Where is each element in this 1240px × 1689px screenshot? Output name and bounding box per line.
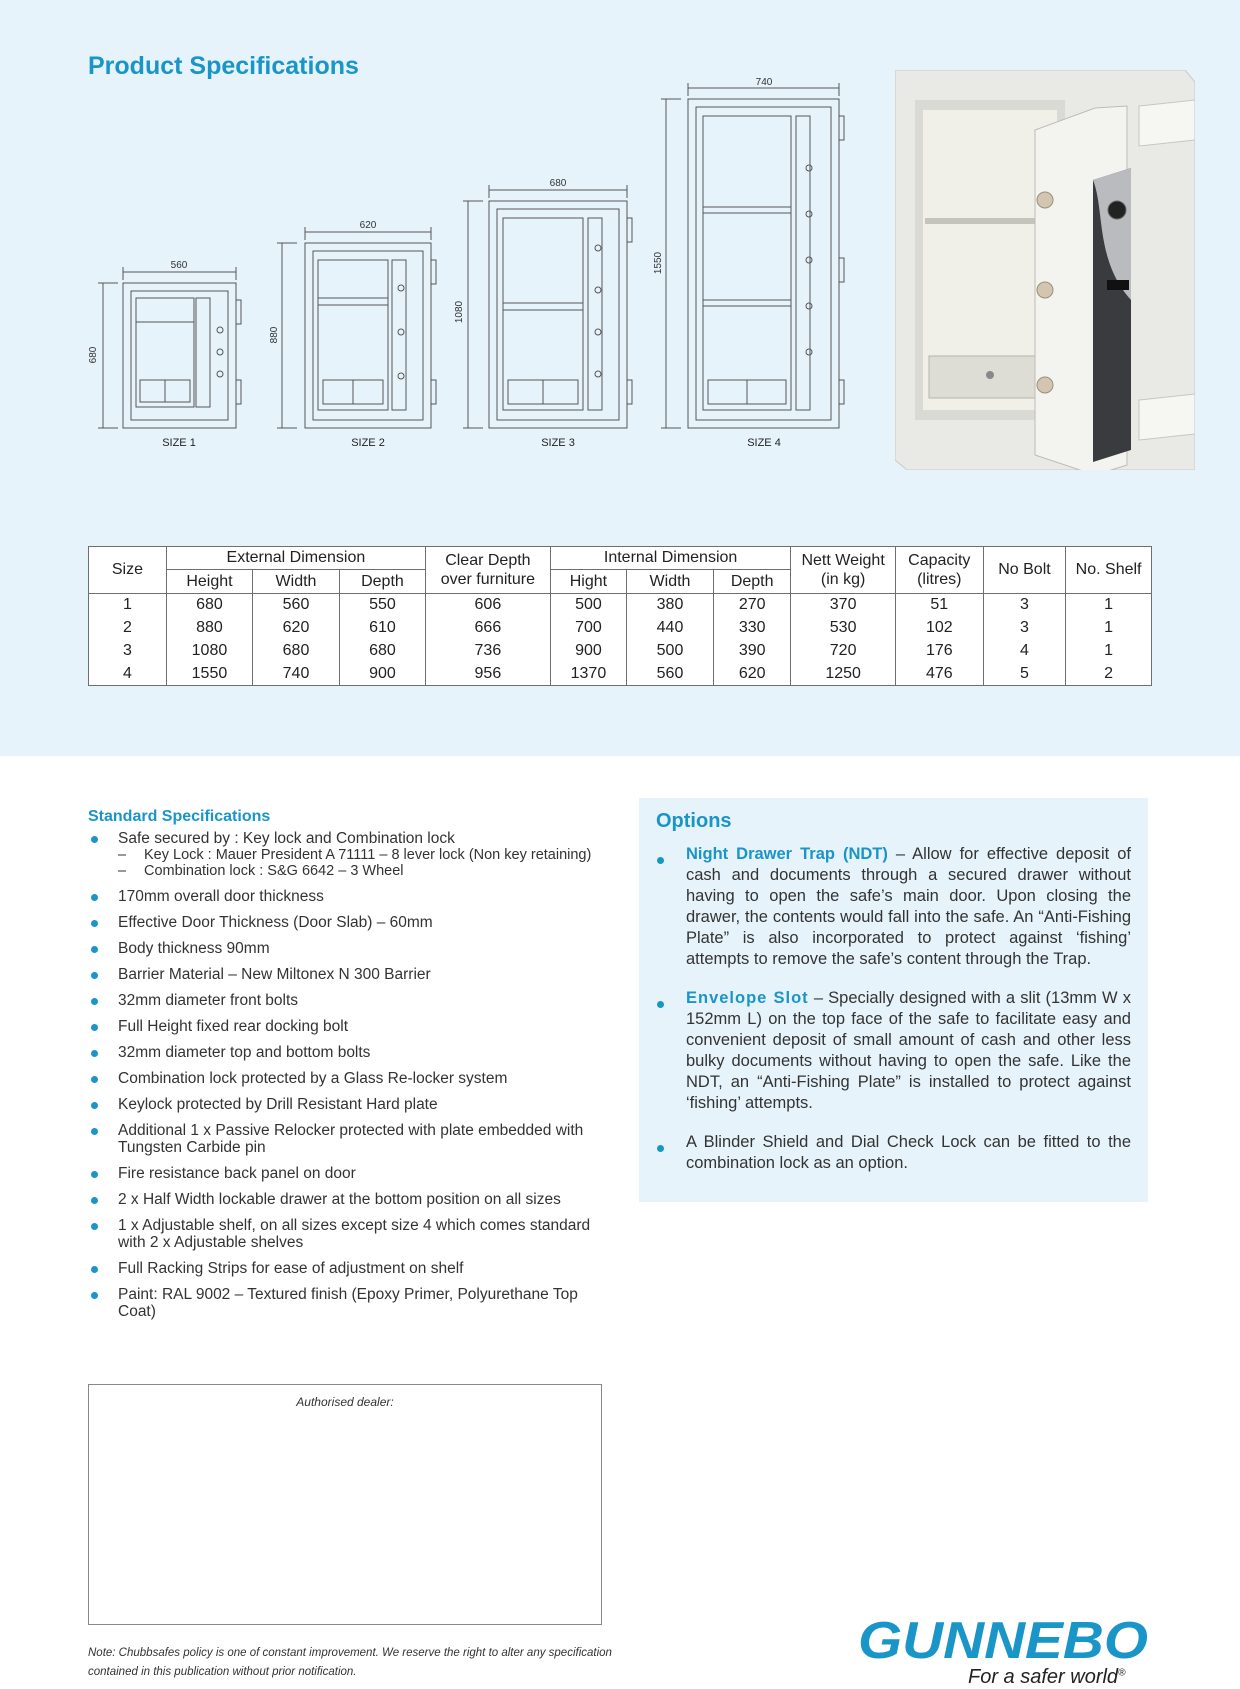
size-2-width-dim: 620 bbox=[359, 220, 377, 231]
bullet-icon bbox=[91, 1292, 98, 1299]
header-int-height: Hight bbox=[550, 570, 626, 594]
tagline-text: For a safer world bbox=[968, 1666, 1119, 1688]
bullet-icon bbox=[91, 1102, 98, 1109]
table-cell: 1 bbox=[1066, 617, 1152, 640]
list-item bbox=[88, 1018, 608, 1035]
safe-size-4-outline bbox=[661, 83, 844, 428]
table-cell: 620 bbox=[713, 663, 790, 686]
table-row bbox=[89, 594, 1152, 617]
bullet-icon bbox=[91, 894, 98, 901]
table-row bbox=[89, 663, 1152, 686]
table-cell: 390 bbox=[713, 640, 790, 663]
bullet-icon bbox=[657, 1001, 664, 1008]
options-list bbox=[656, 844, 1131, 1192]
table-cell: 4 bbox=[89, 663, 167, 686]
size-4-label: SIZE 4 bbox=[747, 437, 781, 449]
header-nett-weight: Nett Weight (in kg) bbox=[791, 547, 895, 594]
list-item-text: 32mm diameter front bolts bbox=[118, 992, 299, 1009]
list-item bbox=[88, 1286, 608, 1320]
list-item-text: Safe secured by : Key lock and Combination lock bbox=[118, 830, 455, 847]
list-item bbox=[88, 1260, 608, 1277]
bullet-icon bbox=[657, 1145, 664, 1152]
table-cell: 500 bbox=[627, 640, 714, 663]
header-ext-height: Height bbox=[166, 570, 252, 594]
list-item-text: Paint: RAL 9002 – Textured finish (Epoxy Primer, Polyurethane Top Coat) bbox=[118, 1286, 578, 1320]
bullet-icon bbox=[91, 1197, 98, 1204]
table-cell: 620 bbox=[253, 617, 340, 640]
header-capacity: Capacity (litres) bbox=[895, 547, 983, 594]
table-cell: 5 bbox=[983, 663, 1065, 686]
header-internal-dimension: Internal Dimension bbox=[550, 547, 791, 570]
table-cell: 560 bbox=[627, 663, 714, 686]
header-no-bolt: No Bolt bbox=[983, 547, 1065, 594]
bullet-icon bbox=[91, 836, 98, 843]
table-cell: 680 bbox=[166, 594, 252, 617]
list-item-text: Combination lock protected by a Glass Re-locker system bbox=[118, 1070, 508, 1087]
footer-note: Note: Chubbsafes policy is one of constant improvement. We reserve the right to alter any specification contained in this publication without prior notification. bbox=[88, 1647, 612, 1678]
bullet-icon bbox=[91, 1223, 98, 1230]
table-cell: 956 bbox=[425, 663, 550, 686]
table-cell: 476 bbox=[895, 663, 983, 686]
list-item bbox=[88, 1044, 608, 1061]
list-item-text: Barrier Material – New Miltonex N 300 Barrier bbox=[118, 966, 431, 983]
table-cell: 270 bbox=[713, 594, 790, 617]
options-panel bbox=[639, 798, 1148, 1202]
option-text: – Specially designed with a slit (13mm W x 152mm L) on the top face of the safe to facilitate easy and convenient deposit of small amount of cash and other less bulky documents without having to open the safe. Like the NDT, an “Anti-Fishing Plate” is installed to protect against ‘fishing’ attempts. bbox=[686, 989, 1131, 1112]
standard-specs-title: Standard Specifications bbox=[88, 808, 271, 825]
bullet-icon bbox=[91, 1076, 98, 1083]
table-cell: 900 bbox=[339, 663, 425, 686]
size-2-label: SIZE 2 bbox=[351, 437, 385, 449]
bullet-icon bbox=[91, 920, 98, 927]
bullet-icon bbox=[91, 1128, 98, 1135]
table-cell: 880 bbox=[166, 617, 252, 640]
table-cell: 2 bbox=[1066, 663, 1152, 686]
dash-icon: – bbox=[118, 847, 127, 863]
table-cell: 1550 bbox=[166, 663, 252, 686]
header-ext-depth: Depth bbox=[339, 570, 425, 594]
list-item bbox=[88, 914, 608, 931]
table-row bbox=[89, 640, 1152, 663]
bullet-icon bbox=[91, 1050, 98, 1057]
table-cell: 1 bbox=[89, 594, 167, 617]
table-cell: 720 bbox=[791, 640, 895, 663]
size-3-width-dim: 680 bbox=[549, 178, 567, 189]
size-3-height-dim: 1080 bbox=[454, 300, 465, 324]
list-item-text: Full Racking Strips for ease of adjustment on shelf bbox=[118, 1260, 464, 1277]
table-cell: 736 bbox=[425, 640, 550, 663]
list-item bbox=[88, 992, 608, 1009]
option-heading: Envelope Slot bbox=[686, 989, 809, 1007]
spec-table bbox=[88, 546, 1152, 686]
table-cell: 560 bbox=[253, 594, 340, 617]
bullet-icon bbox=[91, 1024, 98, 1031]
table-cell: 176 bbox=[895, 640, 983, 663]
size-1-label: SIZE 1 bbox=[162, 437, 196, 449]
safe-size-1-outline bbox=[98, 267, 241, 428]
bullet-icon bbox=[91, 972, 98, 979]
list-item-text: Additional 1 x Passive Relocker protected with plate embedded with Tungsten Carbide pin bbox=[118, 1122, 584, 1156]
safe-size-2-outline bbox=[277, 227, 436, 428]
table-cell: 4 bbox=[983, 640, 1065, 663]
table-cell: 550 bbox=[339, 594, 425, 617]
brand-tagline bbox=[968, 1666, 1125, 1689]
list-item-text: Body thickness 90mm bbox=[118, 940, 270, 957]
list-item bbox=[88, 1217, 608, 1251]
table-cell: 1 bbox=[1066, 594, 1152, 617]
list-item-text: 170mm overall door thickness bbox=[118, 888, 324, 905]
table-cell: 2 bbox=[89, 617, 167, 640]
header-int-depth: Depth bbox=[713, 570, 790, 594]
header-clear-depth: Clear Depth over furniture bbox=[425, 547, 550, 594]
list-item-text: 2 x Half Width lockable drawer at the bottom position on all sizes bbox=[118, 1191, 561, 1208]
table-row bbox=[89, 617, 1152, 640]
bullet-icon bbox=[657, 857, 664, 864]
list-item bbox=[88, 1165, 608, 1182]
table-cell: 3 bbox=[983, 617, 1065, 640]
bullet-icon bbox=[91, 946, 98, 953]
dealer-label: Authorised dealer: bbox=[296, 1395, 394, 1409]
bullet-icon bbox=[91, 1266, 98, 1273]
registered-mark: ® bbox=[1118, 1667, 1126, 1679]
options-title: Options bbox=[656, 810, 732, 832]
list-item-text: 1 x Adjustable shelf, on all sizes except size 4 which comes standard with 2 x Adjustable shelves bbox=[118, 1217, 591, 1251]
list-item bbox=[88, 888, 608, 905]
header-int-width: Width bbox=[627, 570, 714, 594]
gunnebo-logo bbox=[858, 1612, 1150, 1664]
table-cell: 370 bbox=[791, 594, 895, 617]
page-title: Product Specifications bbox=[88, 52, 359, 80]
header-no-shelf: No. Shelf bbox=[1066, 547, 1152, 594]
option-heading: Night Drawer Trap (NDT) bbox=[686, 845, 888, 863]
table-cell: 1370 bbox=[550, 663, 626, 686]
size-2-height-dim: 880 bbox=[269, 326, 280, 344]
header-external-dimension: External Dimension bbox=[166, 547, 425, 570]
sub-item bbox=[118, 847, 608, 863]
standard-specs-list bbox=[88, 830, 608, 1329]
table-cell: 666 bbox=[425, 617, 550, 640]
table-cell: 700 bbox=[550, 617, 626, 640]
svg-text:GUNNEBO: GUNNEBO bbox=[858, 1612, 1148, 1664]
option-text: A Blinder Shield and Dial Check Lock can be fitted to the combination lock as an option. bbox=[686, 1133, 1131, 1172]
safe-size-3-outline bbox=[463, 185, 632, 428]
list-item-text: Effective Door Thickness (Door Slab) – 60mm bbox=[118, 914, 433, 931]
table-cell: 1 bbox=[1066, 640, 1152, 663]
size-1-height-dim: 680 bbox=[88, 346, 99, 364]
table-cell: 102 bbox=[895, 617, 983, 640]
option-text: – Allow for effective deposit of cash and documents through a secured drawer without having to open the safe’s main door. Upon closing the drawer, the contents would fall into the safe. An “Anti-Fishing Plate” is also incorporated to protect against ‘fishing’ attempts to remove the safe’s content through the Trap. bbox=[686, 845, 1131, 968]
safe-product-photo bbox=[895, 70, 1195, 470]
list-item bbox=[656, 988, 1131, 1114]
table-cell: 380 bbox=[627, 594, 714, 617]
table-cell: 1080 bbox=[166, 640, 252, 663]
list-item-text: Full Height fixed rear docking bolt bbox=[118, 1018, 349, 1035]
table-cell: 530 bbox=[791, 617, 895, 640]
list-item bbox=[656, 844, 1131, 970]
dealer-box bbox=[88, 1384, 602, 1625]
safe-outlines-svg bbox=[0, 0, 880, 470]
header-size: Size bbox=[89, 547, 167, 594]
table-cell: 606 bbox=[425, 594, 550, 617]
sub-item-text: Combination lock : S&G 6642 – 3 Wheel bbox=[144, 863, 404, 879]
table-cell: 51 bbox=[895, 594, 983, 617]
sub-item bbox=[118, 863, 608, 879]
table-cell: 680 bbox=[253, 640, 340, 663]
table-cell: 440 bbox=[627, 617, 714, 640]
table-cell: 1250 bbox=[791, 663, 895, 686]
table-cell: 500 bbox=[550, 594, 626, 617]
list-item bbox=[88, 1096, 608, 1113]
bullet-icon bbox=[91, 998, 98, 1005]
table-cell: 3 bbox=[983, 594, 1065, 617]
list-item bbox=[88, 1070, 608, 1087]
table-cell: 610 bbox=[339, 617, 425, 640]
size-4-height-dim: 1550 bbox=[653, 251, 664, 275]
size-4-width-dim: 740 bbox=[755, 77, 773, 88]
list-item-text: 32mm diameter top and bottom bolts bbox=[118, 1044, 371, 1061]
table-cell: 900 bbox=[550, 640, 626, 663]
header-ext-width: Width bbox=[253, 570, 340, 594]
list-item-text: Keylock protected by Drill Resistant Hard plate bbox=[118, 1096, 438, 1113]
table-cell: 330 bbox=[713, 617, 790, 640]
table-cell: 3 bbox=[89, 640, 167, 663]
list-item bbox=[88, 830, 608, 879]
size-1-width-dim: 560 bbox=[170, 260, 188, 271]
list-item bbox=[88, 940, 608, 957]
bullet-icon bbox=[91, 1171, 98, 1178]
list-item bbox=[88, 966, 608, 983]
table-cell: 740 bbox=[253, 663, 340, 686]
list-item bbox=[656, 1132, 1131, 1174]
table-cell: 680 bbox=[339, 640, 425, 663]
list-item-text: Fire resistance back panel on door bbox=[118, 1165, 356, 1182]
size-3-label: SIZE 3 bbox=[541, 437, 575, 449]
sub-item-text: Key Lock : Mauer President A 71111 – 8 lever lock (Non key retaining) bbox=[144, 847, 592, 863]
list-item bbox=[88, 1122, 608, 1156]
list-item bbox=[88, 1191, 608, 1208]
dash-icon: – bbox=[118, 863, 127, 879]
